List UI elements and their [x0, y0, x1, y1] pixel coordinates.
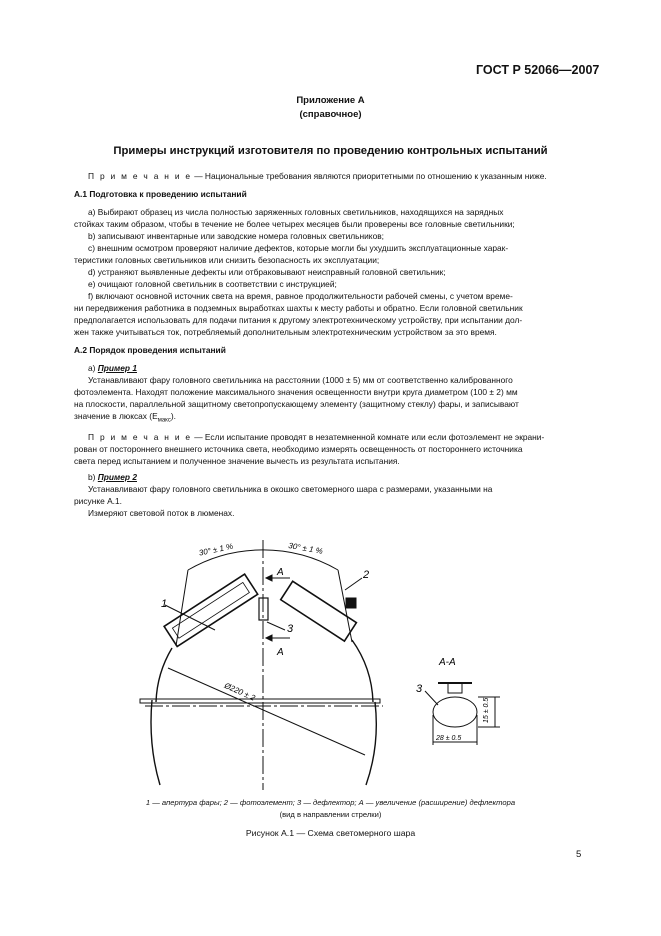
ext-line-left [176, 570, 188, 646]
ex1-line1: Устанавливают фару головного светильника на расстоянии (1000 ± 5) мм от соответственно калиброванного [88, 375, 513, 385]
section-a2-title: А.2 Порядок проведения испытаний [74, 345, 226, 355]
item-f-line4: жен также учитываться ток, потребляемый дополнительным электротехническим устройством за это время. [74, 327, 497, 337]
section-label-3: 3 [416, 683, 423, 695]
main-title: Примеры инструкций изготовителя по проведению контрольных испытаний [113, 145, 548, 157]
sphere-wall-left [151, 700, 160, 785]
item-c-line1: с) внешним осмотром проверяют наличие дефектов, которые могли бы ухудшить эксплуатационные харак- [88, 243, 509, 253]
figure-title: Рисунок А.1 — Схема светомерного шара [245, 828, 416, 838]
ex1-line2: фотоэлемента. Находят положение максимального значения освещенности внутри круга диаметром (100 ± 2) мм [74, 387, 518, 397]
section-mark-top: A [277, 567, 284, 578]
item-f-line2: ни передвижения работника в подземных выработках шахты к месту работы и обратно. Если головной светильник [74, 303, 523, 313]
section-title: А-А [439, 657, 456, 668]
figure-legend-line1: 1 — апертура фары; 2 — фотоэлемент; 3 — дефлектор; А — увеличение (расширение) дефлектора [145, 798, 516, 807]
flange-equator [140, 699, 380, 703]
standard-number: ГОСТ Р 52066—2007 [476, 63, 600, 77]
item-d: d) устраняют выявленные дефекты или отбраковывают неисправный головной светильник; [88, 267, 446, 277]
sphere-outline-right [352, 640, 373, 702]
section-a1-title: А.1 Подготовка к проведению испытаний [74, 189, 247, 199]
item-e: е) очищают головной светильник в соответствии с инструкцией; [88, 279, 337, 289]
item-f-line1: f) включают основной источник света на время, равное продолжительности рабочей смены, с учетом време- [88, 291, 513, 301]
ex1-line4: значение в люксах $(E_{макс})$. [74, 411, 176, 424]
leader-3 [267, 622, 285, 630]
example-1-heading: а) Пример 1 [88, 363, 137, 373]
photo-element-knob [346, 598, 356, 608]
label-3: 3 [287, 623, 294, 635]
note-2-line2: рован от постороннего внешнего источника света, необходимо измерять освещенность от постороннего источника [74, 443, 523, 454]
note-2-line3: света перед испытанием и полученное значение вычесть из результата испытания. [74, 455, 400, 466]
note-2-line1: П р и м е ч а н и е — Если испытание проводят в незатемненной комнате или если фотоэлемент не экрани- [88, 431, 545, 442]
section-mark-bottom: A [277, 647, 284, 658]
diameter-line [168, 668, 365, 755]
ex2-line1: Устанавливают фару головного светильника в окошко светомерного шара с размерами, указанными на [88, 483, 493, 494]
section-arrowhead-top [266, 575, 272, 581]
label-1: 1 [161, 598, 168, 610]
appendix-status: (справочное) [299, 109, 362, 120]
item-c-line2: теристики головных светильников или снизить безопасность их эксплуатации; [74, 255, 380, 265]
section-leader-3 [425, 691, 438, 705]
appendix-title: Приложение А [296, 95, 365, 106]
sphere-wall-right [366, 702, 376, 785]
example-2-heading: b) Пример 2 [88, 471, 137, 482]
sphere-outline-left [156, 648, 172, 702]
lamp-aperture [172, 582, 249, 638]
label-2: 2 [363, 569, 370, 581]
dim-height: 15 ± 0.5 [483, 697, 490, 723]
item-a-line1: а) Выбирают образец из числа полностью заряженных головных светильников, находящихся на зарядных [88, 207, 504, 217]
section-stem [448, 683, 462, 693]
leader-2 [345, 578, 362, 590]
lamp-housing [164, 574, 258, 646]
dim-width: 28 ± 0.5 [436, 735, 462, 742]
dim-diameter: Ø220 ± 2 [222, 680, 257, 703]
item-f-line3: предполагается использовать для подачи питания к другому электротехническому устройству, при испытании дол- [74, 315, 523, 325]
ex2-line2: рисунке А.1. [74, 495, 122, 506]
page-number: 5 [576, 849, 582, 860]
section-deflector-ellipse [433, 697, 477, 727]
dim-angle-left: 30° ± 1 % [198, 541, 234, 558]
section-arrowhead-bottom [266, 635, 272, 641]
dim-angle-right: 30° ± 1 % [287, 541, 324, 556]
item-b: b) записывают инвентарные или заводские номера головных светильников; [88, 231, 385, 241]
note-1: П р и м е ч а н и е — Национальные требования являются приоритетными по отношению к указанным ниже. [88, 171, 547, 181]
figure-legend-line2: (вид в направлении стрелки) [279, 810, 382, 819]
ex1-line3: на плоскости, параллельной защитному светопропускающему элементу (защитному стеклу) фары, и записывают [74, 399, 519, 409]
item-a-line2: стойках таким образом, чтобы в течение не более четырех месяцев были проверены все головные светильники; [74, 219, 515, 229]
ex2-line3: Измеряют световой поток в люменах. [88, 507, 235, 518]
